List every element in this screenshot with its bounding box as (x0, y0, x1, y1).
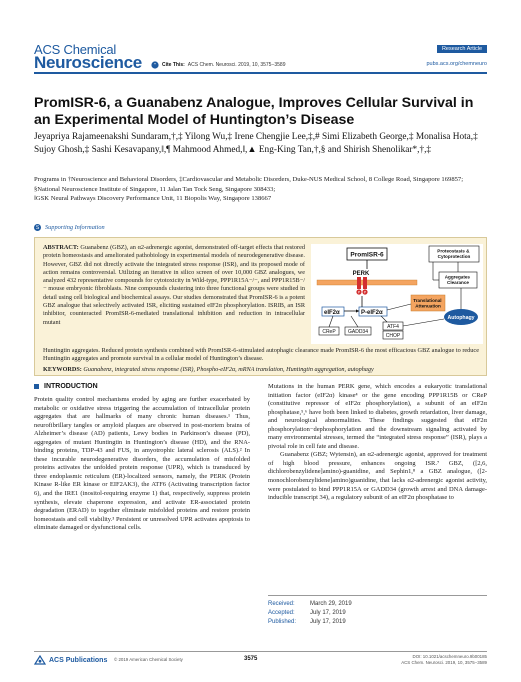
body-column-right (268, 383, 487, 503)
author-list: Jeyapriya Rajameenakshi Sundaram,†,‡ Yilong Wu,‡ Irene Chengjie Lee,‡,# Simi Elizabeth George,‡ Monalisa Hota,‡ Sujoy Ghosh,‡ Sashi Kesavapany,‖,¶ Mahmood Ahmed,‖,▲ Eng-King Tan,†,§ and Shirish Shenolikar*,†,‡ (34, 132, 478, 155)
cite-label: Cite This: (162, 62, 185, 68)
body-column-left: Protein quality control mechanisms eroded by aging are further exacerbated by metabolic or oxidative stress triggering the accumulation of intracellular protein aggregates that are hallmarks of many chronic human diseases.¹ Thus, neurofibrillary tangles or amyloid plaques are observed in post-mortem brains of Alzheimer’s disease (AD) patients, Lewy bodies in Parkinson’s disease (PD), aggregates of mutant Huntingtin in Huntington’s disease (HD), and the RNA-binding proteins, TDP-43 and FUS, in amyotrophic lateral sclerosis (ALS).² In these incurable neurodegenerative disorders, the accumulation of misfolded proteins activates the unfolded protein response (UPR), which is transduced by three endoplasmic reticulum (ER)-localized sensors, namely, the PERK (Protein Kinase R-like ER kinase or EIF2AK3), the ATF6 (Activating transcription factor 6), and the IRE1 (inositol-requiring enzyme 1) that, respectively, suppress protein synthesis, elevate chaperone expression, and activate ER-associated protein degradation (ERAD) to together eliminate misfolded proteins and restore protein homeostasis and cell viability.³ Persistent or unresolved UPR activates apoptosis to eliminate damaged or dysfunctional cells. (34, 396, 250, 532)
page-footer (34, 654, 487, 668)
eif2a-label: eIF2α (324, 310, 340, 316)
atf4-label: ATF4 (387, 324, 399, 330)
doi-link[interactable]: DOI: 10.1021/acschemneuro.9b00185 (412, 654, 487, 659)
abstract-tail: Huntingtin aggregates. Reduced protein synthesis combined with PromISR-6-stimulated autophagic clearance made PromISR-6 the most efficacious GBZ analogue to reduce Huntingtin aggregates and promote survival in a cellular model of Huntington’s disease. (43, 347, 479, 363)
cite-this-link[interactable] (151, 61, 285, 69)
autophagy-label: Autophagy (447, 315, 475, 321)
doi-block (401, 654, 487, 666)
date-published: Published: July 17, 2019 (268, 619, 346, 625)
svg-text:P: P (363, 290, 367, 295)
section-title: INTRODUCTION (44, 383, 98, 390)
journal-name-main: Neuroscience (34, 53, 142, 72)
publication-dates (268, 595, 487, 627)
p-eif2a-label: P-eIF2α (361, 310, 383, 316)
body-paragraph-1: Mutations in the human PERK gene, which encodes a eukaryotic translational initiation factor (eIF2α) kinase⁴ or the gene encoding PPP1R15B or CReP (constitutive repressor of eIF2α phosphorylation), a subunit of an eIF2α phosphatase,⁵,⁶ have both been linked to diabetes, growth retardation, liver damage, and neurological abnormalities. These findings suggested that eIF2α phosphorylation−dephosphorylation and the downstream signaling activated by many environmental stresses, termed the “integrated stress response” (ISR), plays a pivotal role in cell fate and disease. (268, 383, 487, 450)
supporting-info-icon: S (35, 224, 40, 231)
svg-text:": " (154, 62, 156, 69)
affiliation-1: Programs in †Neuroscience and Behavioral Disorders, ‡Cardiovascular and Metabolic Disorders, Duke-NUS Medical School, 8 College Road, Singapore 169857; (34, 176, 464, 183)
abstract-text (43, 244, 305, 327)
keywords (43, 366, 479, 373)
journal-url-link[interactable]: pubs.acs.org/chemneuro (426, 61, 487, 67)
toc-graphic (311, 244, 483, 344)
svg-text:P: P (357, 290, 361, 295)
promisr-label: PromISR-6 (350, 251, 384, 259)
acs-logo-icon (34, 655, 46, 665)
abstract-label: ABSTRACT: (43, 244, 79, 251)
journal-header (0, 0, 521, 72)
footer-rule (34, 651, 487, 652)
abstract-box (34, 237, 487, 376)
gadd34-label: GADD34 (347, 329, 369, 335)
date-received: Received: March 29, 2019 (268, 601, 352, 607)
section-heading-introduction (34, 383, 98, 390)
journal-name-top: ACS Chemical (34, 42, 117, 57)
acs-publications-logo (34, 655, 107, 665)
aggregates-label: Aggregates Clearance (444, 274, 470, 285)
section-square-icon (34, 384, 39, 389)
affiliation-3: ‖GSK Neural Pathways Discovery Performance Unit, 11 Biopolis Way, Singapore 138667 (34, 195, 272, 203)
copyright: © 2019 American Chemical Society (114, 657, 183, 662)
body-paragraph-2: Guanabenz (GBZ; Wytensin), an α2-adrenergic agonist, approved for treatment of high blood pressure, enhances ongoing ISR.⁷ GBZ, ([2,6, dichlorobenzylidene]amino)-guanidine, and Sephin1,⁸ a GBZ analogue, ([2-monochlorobenzylidene]amino)guanidine, that lacks α2-adrenergic agonist activity, were postulated to bind PPP1R15A or GADD34 (growth arrest and DNA damage-inducible transcript 34), a regulatory subunit of an eIF2α phosphatase to (268, 451, 487, 502)
translational-attenuation-label: Translational Attenuation (413, 297, 442, 309)
affiliations (34, 175, 489, 204)
abstract-body: Guanabenz (GBZ), an α2-adrenergic agonist, demonstrated off-target effects that restored protein homeostasis and ameliorated pathobiology in experimental models of neurodegenerative disease. However, GBZ did not directly activate the integrated stress response (ISR), and its proposed mode of action remains controversial. Utilizing an iterative in silico screen of over 10,000 GBZ analogues, we analyzed 432 representative compounds for cytotoxicity in Wild-type, PPP1R15A−/−, and PPP1R15B−/− mouse embryonic fibroblasts. Nine compounds clustering into three functional groups were studied in detail using cell biological and biochemical assays. Our studies demonstrated that PromISR-6 is a potent GBZ analogue that selectively activated ISR, eliciting sustained eIF2α phosphorylation. ISRIB, an ISR inhibitor, counteracted PromISR-6-mediated translational inhibition and reduction in intracellular mutant (43, 244, 306, 326)
date-accepted: Accepted: July 17, 2019 (268, 610, 346, 616)
page-number: 3575 (244, 656, 258, 662)
supporting-information-link[interactable] (34, 224, 105, 231)
article-type-badge: Research Article (437, 45, 487, 53)
keywords-values: Guanabenz, integrated stress response (ISR), Phospho-eIF2α, mRNA translation, Huntingtin aggregation, autophagy (83, 366, 374, 373)
cite-icon (151, 61, 159, 69)
chop-label: CHOP (385, 333, 401, 339)
article-title: PromISR-6, a Guanabenz Analogue, Improves Cellular Survival in an Experimental Model of Huntington’s Disease (34, 95, 474, 128)
keywords-label: KEYWORDS: (43, 366, 82, 373)
supporting-info-label: Supporting Information (45, 224, 105, 231)
perk-label: PERK (352, 271, 370, 277)
crep-label: CReP (322, 329, 336, 335)
affiliation-2: §National Neuroscience Institute of Singapore, 11 Jalan Tan Tock Seng, Singapore 308433; (34, 185, 276, 193)
header-rule (34, 72, 487, 74)
proteostasis-label: Proteostasis & Cytoprotection (437, 248, 471, 259)
cite-text: ACS Chem. Neurosci. 2019, 10, 3575−3589 (187, 62, 286, 68)
publisher-name: ACS Publications (49, 656, 108, 664)
footer-citation: ACS Chem. Neurosci. 2019, 10, 3575−3589 (401, 660, 487, 665)
